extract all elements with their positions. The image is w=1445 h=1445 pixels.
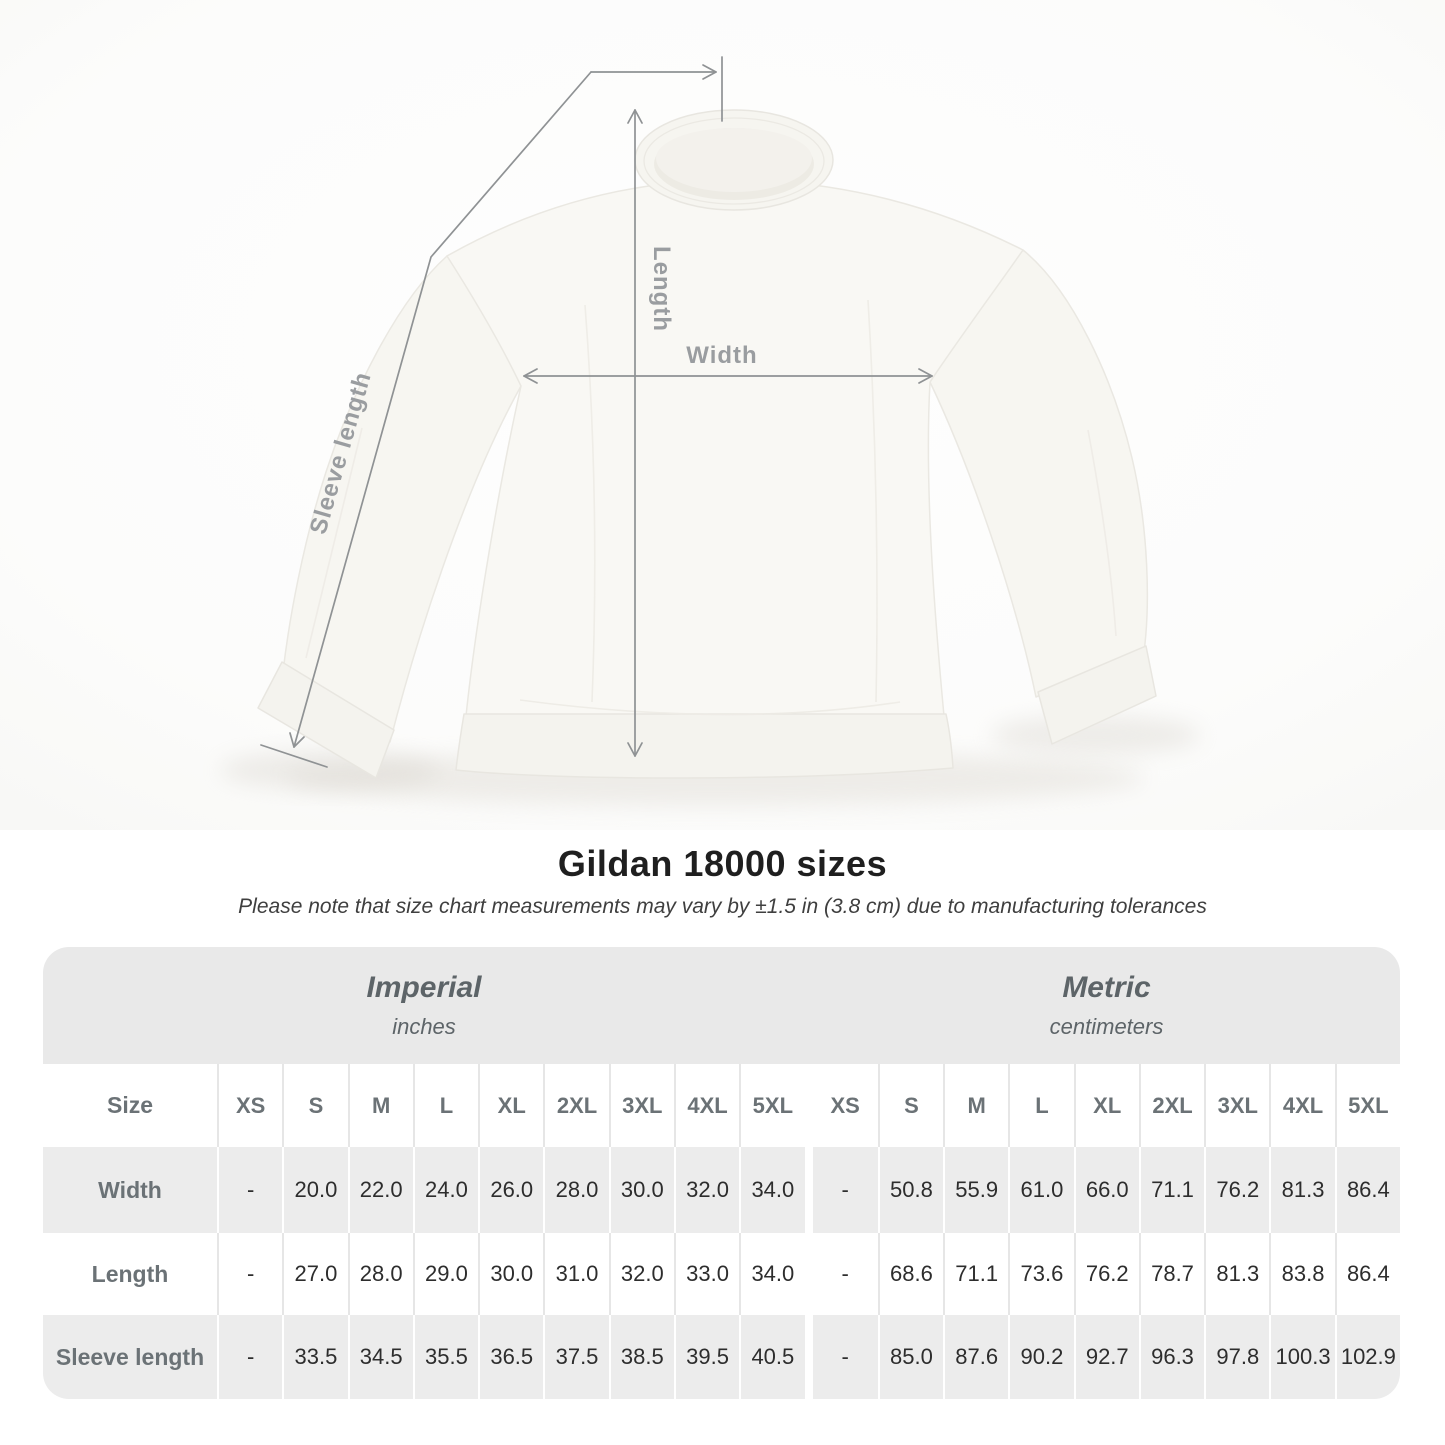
cell-sleeve-imp-3xl: 38.5 [609, 1315, 674, 1399]
cell-width-imp-m: 22.0 [348, 1147, 413, 1233]
cell-sleeve-met-2xl: 96.3 [1139, 1315, 1204, 1399]
cell-sleeve-imp-xs: - [217, 1315, 282, 1399]
cell-sleeve-imp-xl: 36.5 [478, 1315, 543, 1399]
cell-width-met-m: 55.9 [943, 1147, 1008, 1233]
size-header-xs-metric: XS [830, 1092, 860, 1118]
imperial-title: Imperial [366, 971, 482, 1004]
cell-length-met-xs: - [841, 1261, 849, 1286]
cell-length-imp-5xl: 34.0 [739, 1233, 804, 1315]
cell-width-met-xl: 66.0 [1074, 1147, 1139, 1233]
cell-sleeve-met-s: 85.0 [878, 1315, 943, 1399]
width-label: Width [686, 342, 758, 369]
size-header-4xl: 4XL [674, 1064, 739, 1147]
size-header-3xl: 3XL [609, 1064, 674, 1147]
length-label: Length [648, 246, 675, 332]
size-header-xs: XS [217, 1064, 282, 1147]
cell-length-met-xl: 76.2 [1074, 1233, 1139, 1315]
row-label-length: Length [91, 1260, 169, 1287]
unit-header-band [43, 947, 1400, 1064]
cell-sleeve-met-m: 87.6 [943, 1315, 1008, 1399]
cell-sleeve-met-4xl: 100.3 [1269, 1315, 1334, 1399]
table-row-length [43, 1233, 1400, 1315]
page-title: Gildan 18000 sizes [557, 843, 888, 884]
cell-width-imp-2xl: 28.0 [543, 1147, 608, 1233]
cell-length-imp-2xl: 31.0 [543, 1233, 608, 1315]
size-column-header: Size [106, 1092, 154, 1118]
size-header-l-metric: L [1008, 1064, 1073, 1147]
cell-width-met-3xl: 76.2 [1204, 1147, 1269, 1233]
cell-sleeve-met-5xl: 102.9 [1335, 1315, 1400, 1399]
cell-width-imp-l: 24.0 [413, 1147, 478, 1233]
size-header-xl-metric: XL [1074, 1064, 1139, 1147]
size-header-2xl: 2XL [543, 1064, 608, 1147]
size-header-5xl-metric: 5XL [1335, 1064, 1400, 1147]
section-divider [805, 1064, 813, 1147]
size-header-2xl-metric: 2XL [1139, 1064, 1204, 1147]
hem-band [456, 714, 953, 778]
cell-length-met-2xl: 78.7 [1139, 1233, 1204, 1315]
cell-length-imp-3xl: 32.0 [609, 1233, 674, 1315]
size-table [43, 947, 1400, 1399]
imperial-subtitle: inches [392, 1014, 456, 1039]
size-header-xl: XL [478, 1064, 543, 1147]
cell-width-imp-xs: - [217, 1147, 282, 1233]
row-label-sleeve-length: Sleeve length [55, 1343, 205, 1370]
cell-length-met-5xl: 86.4 [1335, 1233, 1400, 1315]
cell-width-met-4xl: 81.3 [1269, 1147, 1334, 1233]
cell-length-imp-m: 28.0 [348, 1233, 413, 1315]
cell-sleeve-imp-s: 33.5 [282, 1315, 347, 1399]
size-header-m: M [348, 1064, 413, 1147]
cell-length-imp-xl: 30.0 [478, 1233, 543, 1315]
cell-width-met-s: 50.8 [878, 1147, 943, 1233]
cell-width-imp-s: 20.0 [282, 1147, 347, 1233]
size-header-row [43, 1064, 1400, 1147]
size-header-s-metric: S [878, 1064, 943, 1147]
cell-width-imp-4xl: 32.0 [674, 1147, 739, 1233]
title-block [0, 843, 1445, 919]
cell-sleeve-imp-m: 34.5 [348, 1315, 413, 1399]
cell-sleeve-met-l: 90.2 [1008, 1315, 1073, 1399]
cell-length-met-s: 68.6 [878, 1233, 943, 1315]
size-header-3xl-metric: 3XL [1204, 1064, 1269, 1147]
cell-sleeve-met-3xl: 97.8 [1204, 1315, 1269, 1399]
cell-length-imp-l: 29.0 [413, 1233, 478, 1315]
metric-section-header [813, 947, 1400, 1064]
size-header-5xl: 5XL [739, 1064, 804, 1147]
cell-sleeve-imp-2xl: 37.5 [543, 1315, 608, 1399]
cell-length-imp-4xl: 33.0 [674, 1233, 739, 1315]
metric-subtitle: centimeters [1049, 1014, 1164, 1039]
cell-width-imp-3xl: 30.0 [609, 1147, 674, 1233]
section-divider [805, 1147, 813, 1233]
cell-width-met-2xl: 71.1 [1139, 1147, 1204, 1233]
section-divider [805, 1233, 813, 1315]
size-header-s: S [282, 1064, 347, 1147]
size-header-l: L [413, 1064, 478, 1147]
metric-title: Metric [1062, 971, 1151, 1004]
cell-length-imp-xs: - [217, 1233, 282, 1315]
cell-length-met-4xl: 83.8 [1269, 1233, 1334, 1315]
imperial-section-header [43, 947, 805, 1064]
row-label-width: Width [98, 1176, 162, 1203]
size-header-4xl-metric: 4XL [1269, 1064, 1334, 1147]
table-row-sleeve-length [43, 1315, 1400, 1399]
cell-length-imp-s: 27.0 [282, 1233, 347, 1315]
cell-width-met-5xl: 86.4 [1335, 1147, 1400, 1233]
cell-sleeve-imp-4xl: 39.5 [674, 1315, 739, 1399]
size-header-m-metric: M [943, 1064, 1008, 1147]
cell-width-imp-5xl: 34.0 [739, 1147, 804, 1233]
cell-length-met-3xl: 81.3 [1204, 1233, 1269, 1315]
sleeve-length-label: Sleeve length [304, 368, 377, 538]
table-row-width [43, 1147, 1400, 1233]
cell-width-imp-xl: 26.0 [478, 1147, 543, 1233]
cell-width-met-l: 61.0 [1008, 1147, 1073, 1233]
cell-width-met-xs: - [841, 1177, 849, 1202]
cell-sleeve-met-xl: 92.7 [1074, 1315, 1139, 1399]
section-divider [805, 947, 813, 1064]
cell-sleeve-met-xs: - [841, 1344, 849, 1369]
section-divider [805, 1315, 813, 1399]
cell-sleeve-imp-l: 35.5 [413, 1315, 478, 1399]
cell-length-met-l: 73.6 [1008, 1233, 1073, 1315]
cell-length-met-m: 71.1 [943, 1233, 1008, 1315]
tolerance-note: Please note that size chart measurements may vary by ±1.5 in (3.8 cm) due to manufacturing tolerances [238, 895, 1207, 918]
cell-sleeve-imp-5xl: 40.5 [739, 1315, 804, 1399]
